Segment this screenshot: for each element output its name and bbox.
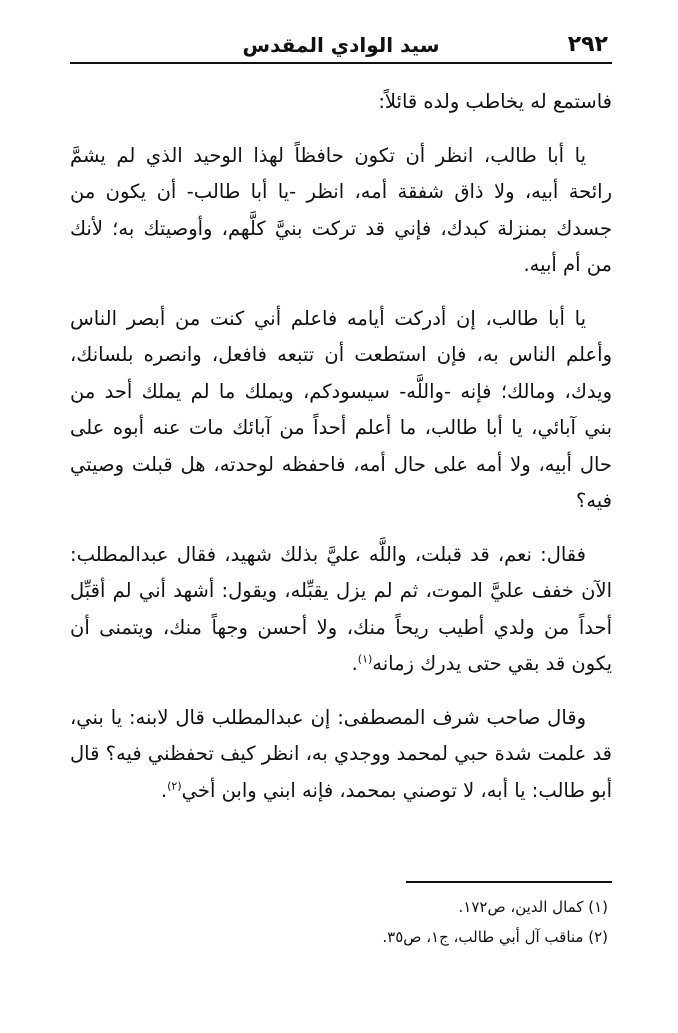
- footnote-ref-1: (١): [357, 652, 373, 666]
- paragraph-reply: [70, 537, 612, 683]
- body-text: [70, 84, 612, 826]
- paragraph-will-continued-text: يا أبا طالب، إن أدركت أيامه فاعلم أني كنت من أبصر الناس وأعلم الناس به، فإن استطعت أن تتبعه فافعل، وانصره بلسانك، ويدك، ومالك؛ فإنه -واللَّه- سيسودكم، ويملك ما لم يملك أحد من بني آبائي، يا أبا طالب، ما أعلم أحداً من آبائك مات عنه أبوه على حال أبيه، ولا أمه على حال أمه، فاحفظه لوحدته، هل قبلت وصيتي فيه؟: [70, 306, 612, 512]
- paragraph-sharaf: [70, 700, 612, 810]
- paragraph-intro: [70, 84, 612, 121]
- paragraph-intro-text: فاستمع له يخاطب ولده قائلاً:: [378, 90, 612, 113]
- footnote-ref-2: (٢): [167, 779, 182, 792]
- paragraph-reply-text: فقال: نعم، قد قبلت، واللَّه عليَّ بذلك شهيد، فقال عبدالمطلب: الآن خفف عليَّ الموت، ثم لم يزل يقبِّله، ويقول: أشهد أني لم أقبِّل أحداً من ولدي أطيب ريحاً منك، ولا أحسن وجهاً منك، ويتمنى أن يكون قد بقي حتى يدرك زمانه: [70, 542, 612, 675]
- running-title: سيد الوادي المقدس: [242, 33, 440, 57]
- paragraph-sharaf-end: .: [160, 778, 168, 802]
- paragraph-sharaf-text: وقال صاحب شرف المصطفى: إن عبدالمطلب قال لابنه: يا بني، قد علمت شدة حبي لمحمد ووجدي به، انظر كيف تحفظني فيه؟ قال أبو طالب: يا أبه، لا توصني بمحمد، فإنه ابني وابن أخي: [70, 705, 612, 802]
- footnote-divider: [406, 881, 612, 883]
- footnotes: [70, 892, 608, 952]
- paragraph-will: [70, 138, 612, 284]
- paragraph-will-continued: [70, 301, 612, 520]
- page-header: [70, 28, 612, 64]
- paragraph-reply-end: .: [351, 652, 358, 675]
- page-number: ٢٩٢: [567, 32, 608, 57]
- paragraph-will-text: يا أبا طالب، انظر أن تكون حافظاً لهذا الوحيد الذي لم يشمَّ رائحة أبيه، ولا ذاق شفقة أمه، انظر -يا أبا طالب- أن يكون من جسدك بمنزلة كبدك، فإني قد تركت بنيَّ كلَّهم، وأوصيتك به؛ لأنك من أم أبيه.: [70, 143, 612, 276]
- footnote-2: (٢) مناقب آل أبي طالب، ج١، ص٣٥.: [382, 928, 608, 946]
- footnote-1: (١) كمال الدين، ص١٧٢.: [458, 898, 608, 916]
